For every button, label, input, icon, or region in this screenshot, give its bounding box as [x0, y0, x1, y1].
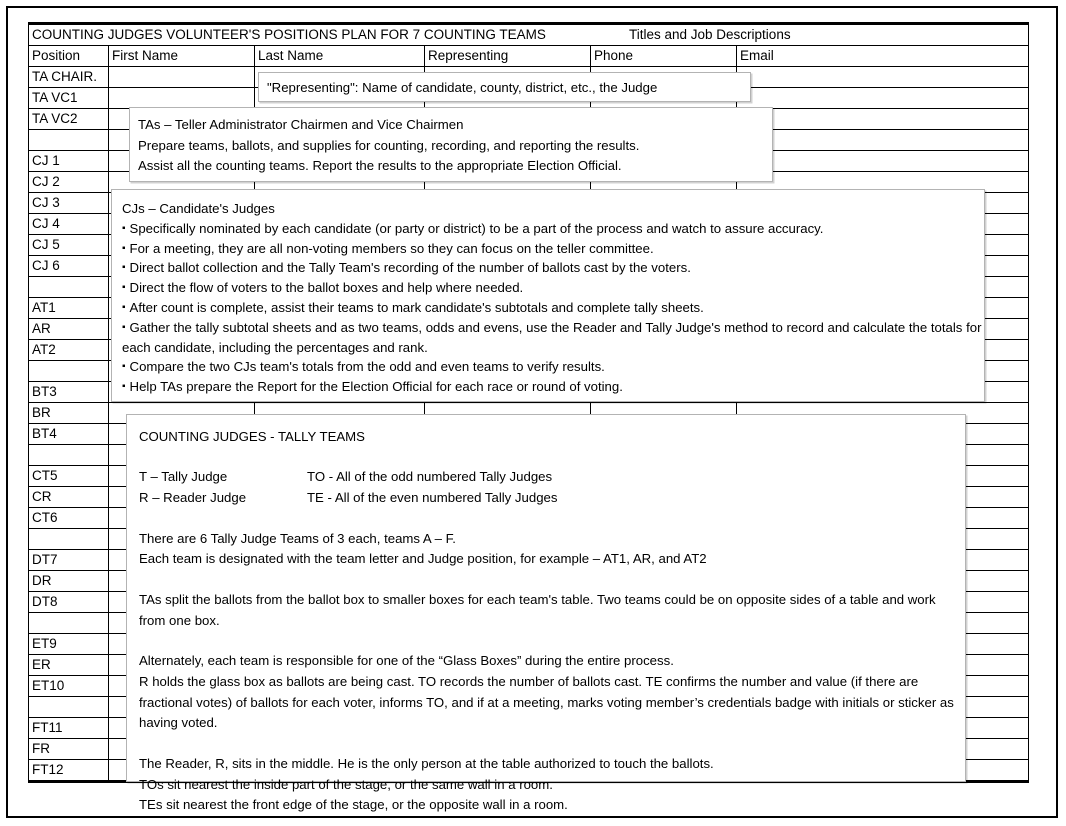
callout-cjs-bullet-text: Compare the two CJs team's totals from the odd and even teams to verify results. [129, 359, 605, 375]
callout-cjs-bullet [122, 298, 984, 318]
position-label: AT1 [29, 298, 109, 319]
spacer [139, 509, 965, 529]
callout-tally-to-seat: TOs sit nearest the inside part of the stage, or the same wall in a room. [139, 776, 553, 792]
callout-cjs-bullet-list [122, 219, 984, 397]
callout-tally-team-naming: Each team is designated with the team letter and Judge position, for example – AT1, AR, and AT2 [139, 551, 707, 567]
column-header-phone: Phone [591, 46, 737, 67]
cell-first-name[interactable] [109, 67, 255, 88]
position-label: BR [29, 403, 109, 424]
column-header-representing: Representing [425, 46, 591, 67]
callout-teller-administrators [129, 107, 773, 182]
bullet-square-icon: ▪ [122, 321, 126, 333]
callout-tas-line-1: Prepare teams, ballots, and supplies for counting, recording, and reporting the results. [138, 137, 640, 153]
spacer [139, 734, 965, 754]
cell-email[interactable] [737, 130, 1029, 151]
bullet-square-icon: ▪ [122, 282, 126, 294]
column-header-first-name: First Name [109, 46, 255, 67]
callout-cjs-bullet-text: Gather the tally subtotal sheets and as two teams, odds and evens, use the Reader and Tally Judge's method to record and calculate the totals for each candidate, including the percentages and rank. [122, 319, 982, 355]
table-title-cell [29, 24, 1029, 46]
position-label: FR [29, 739, 109, 760]
cell-first-name[interactable] [109, 88, 255, 109]
callout-tally-te-seat: TEs sit nearest the front edge of the stage, or the opposite wall in a room. [139, 797, 568, 813]
bullet-square-icon: ▪ [122, 222, 126, 234]
position-label: DT8 [29, 592, 109, 613]
callout-cjs-bullet [122, 278, 984, 298]
position-label: TA VC2 [29, 109, 109, 130]
position-label: CJ 1 [29, 151, 109, 172]
callout-cjs-bullet-text: For a meeting, they are all non-voting members so they can focus on the teller committee. [129, 240, 654, 256]
bullet-square-icon: ▪ [122, 242, 126, 254]
callout-tally-teams [126, 414, 966, 813]
cell-email[interactable] [737, 151, 1029, 172]
tally-def-right-0: TO - All of the odd numbered Tally Judges [307, 469, 553, 485]
position-label [29, 277, 109, 298]
cell-email[interactable] [737, 67, 1029, 88]
position-label: CJ 5 [29, 235, 109, 256]
position-label: CJ 3 [29, 193, 109, 214]
column-header-position: Position [29, 46, 109, 67]
bullet-square-icon: ▪ [122, 361, 126, 373]
position-label: ER [29, 655, 109, 676]
position-label: CJ 4 [29, 214, 109, 235]
callout-tally-heading: COUNTING JUDGES - TALLY TEAMS [139, 429, 365, 444]
document-subtitle: Titles and Job Descriptions [629, 27, 791, 42]
position-label [29, 361, 109, 382]
position-label: CT6 [29, 508, 109, 529]
spacer [139, 570, 965, 590]
position-label: AT2 [29, 340, 109, 361]
tally-def-left-0: T – Tally Judge [139, 469, 228, 485]
callout-cjs-bullet [122, 258, 984, 278]
position-label: FT11 [29, 718, 109, 739]
table-title-row [29, 24, 1029, 46]
callout-tas-heading: TAs – Teller Administrator Chairmen and Vice Chairmen [138, 117, 464, 132]
callout-cjs-bullet [122, 357, 984, 377]
callout-cjs-bullet [122, 318, 984, 358]
position-label: CJ 6 [29, 256, 109, 277]
position-label: DR [29, 571, 109, 592]
callout-candidates-judges [111, 189, 985, 402]
callout-cjs-bullet [122, 219, 984, 239]
position-label: ET10 [29, 676, 109, 697]
callout-cjs-heading: CJs – Candidate's Judges [122, 201, 275, 216]
position-label: DT7 [29, 550, 109, 571]
callout-tas-line-2: Assist all the counting teams. Report the results to the appropriate Election Official. [138, 158, 622, 173]
bullet-square-icon: ▪ [122, 301, 126, 313]
position-label: FT12 [29, 760, 109, 782]
position-label: TA CHAIR. [29, 67, 109, 88]
tally-def-right-1: TE - All of the even numbered Tally Judges [307, 490, 558, 506]
callout-cjs-bullet-text: Help TAs prepare the Report for the Election Official for each race or round of voting. [129, 379, 623, 395]
position-label: ET9 [29, 634, 109, 655]
position-label [29, 613, 109, 634]
position-label: CJ 2 [29, 172, 109, 193]
callout-tally-def-row-0 [139, 467, 965, 488]
position-label [29, 529, 109, 550]
cell-email[interactable] [737, 88, 1029, 109]
bullet-square-icon: ▪ [122, 381, 126, 393]
spacer [139, 448, 965, 468]
callout-tally-teams-count: There are 6 Tally Judge Teams of 3 each, teams A – F. [139, 530, 456, 546]
position-label [29, 130, 109, 151]
callout-cjs-bullet [122, 239, 984, 259]
position-label [29, 445, 109, 466]
callout-cjs-bullet [122, 377, 984, 397]
callout-representing-line: "Representing": Name of candidate, county, district, etc., the Judge [267, 80, 658, 95]
spacer [139, 631, 965, 651]
position-label [29, 697, 109, 718]
cell-email[interactable] [737, 109, 1029, 130]
position-label: BT4 [29, 424, 109, 445]
tally-def-left-1: R – Reader Judge [139, 490, 247, 506]
callout-cjs-bullet-text: Direct ballot collection and the Tally Team's recording of the number of ballots cast by the voters. [129, 260, 691, 276]
column-header-email: Email [737, 46, 1029, 67]
position-label: CR [29, 487, 109, 508]
column-header-last-name: Last Name [255, 46, 425, 67]
callout-representing [258, 72, 751, 102]
callout-cjs-bullet-text: Direct the flow of voters to the ballot boxes and help where needed. [129, 280, 524, 296]
table-header-row [29, 46, 1029, 67]
position-label: AR [29, 319, 109, 340]
callout-tally-ballot-split: TAs split the ballots from the ballot box to smaller boxes for each team's table. Two teams could be on opposite sides of a table and work from one box. [139, 591, 936, 628]
callout-tally-glass-box-duties: R holds the glass box as ballots are being cast. TO records the number of ballots cast. TE confirms the number and value (if there are fractional votes) of ballots for each voter, informs TO, and if at a meeting, marks voting member’s credentials badge with initials or sticker as having voted. [139, 673, 954, 731]
document-title: COUNTING JUDGES VOLUNTEER'S POSITIONS PLAN FOR 7 COUNTING TEAMS [32, 27, 546, 42]
callout-tally-reader-seat: The Reader, R, sits in the middle. He is the only person at the table authorized to touch the ballots. [139, 755, 714, 771]
position-label: BT3 [29, 382, 109, 403]
position-label: CT5 [29, 466, 109, 487]
callout-cjs-bullet-text: Specifically nominated by each candidate (or party or district) to be a part of the process and watch to assure accuracy. [129, 220, 824, 236]
bullet-square-icon: ▪ [122, 262, 126, 274]
position-label: TA VC1 [29, 88, 109, 109]
callout-tally-glass-boxes: Alternately, each team is responsible for one of the “Glass Boxes” during the entire process. [139, 652, 674, 668]
callout-tally-def-row-1 [139, 488, 965, 509]
callout-cjs-bullet-text: After count is complete, assist their teams to mark candidate's subtotals and complete tally sheets. [129, 299, 704, 315]
